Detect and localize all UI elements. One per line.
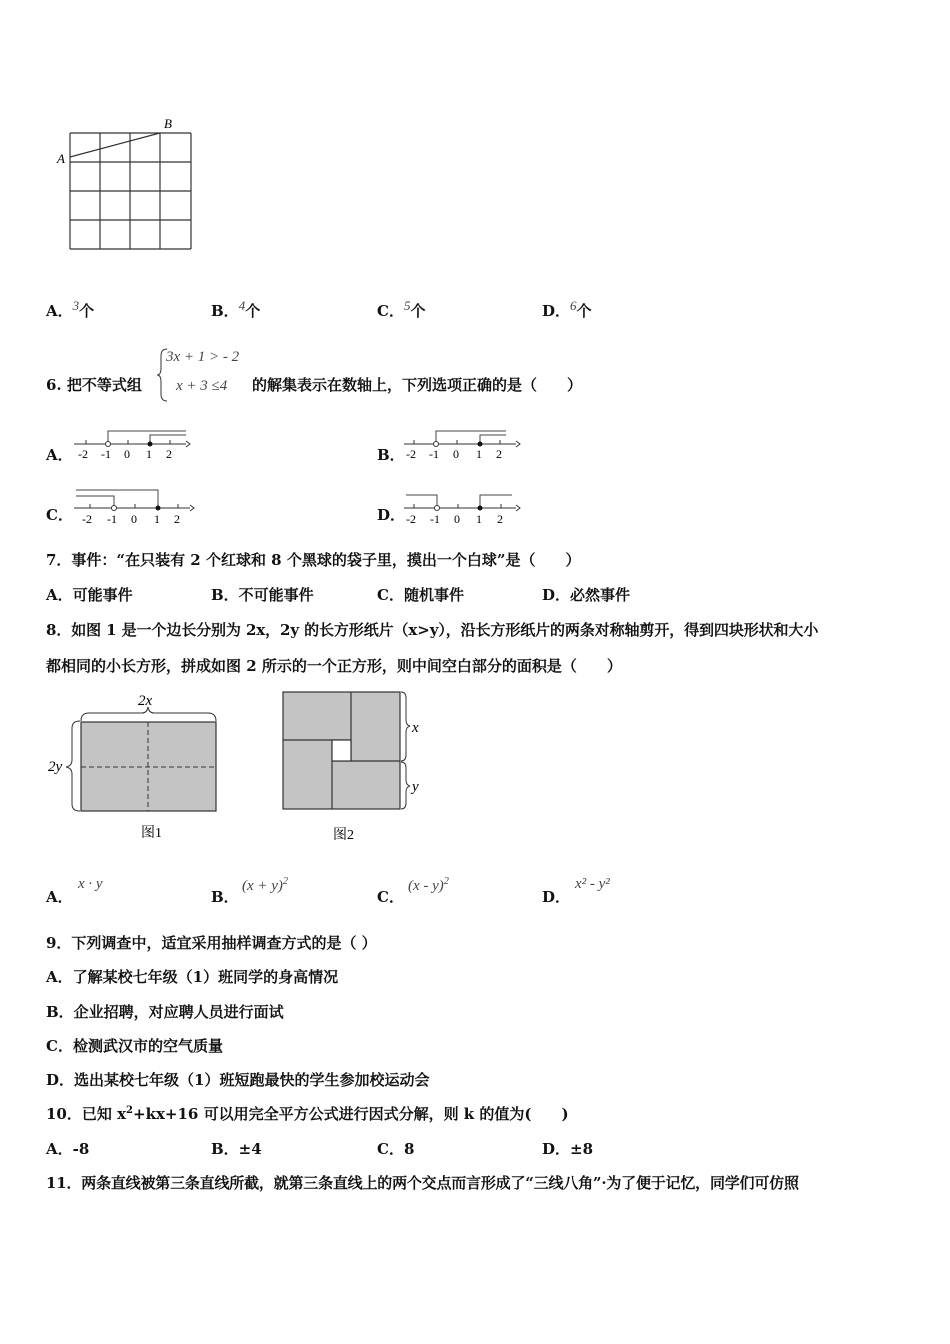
q6-option-a-label[interactable]: A．: [46, 446, 73, 464]
q8-option-a-expr: x · y: [78, 876, 103, 892]
q8-option-b-label[interactable]: B．: [211, 888, 239, 906]
q5-option-d[interactable]: D．$^6$个: [542, 298, 592, 320]
q6-option-b-numberline: [402, 428, 522, 464]
q6-suffix: 的解集表示在数轴上，下列选项正确的是（ ）: [252, 376, 583, 394]
q6-inequality-1: 3x + 1 > - 2: [166, 349, 240, 365]
q9-option-b[interactable]: B．企业招聘，对应聘人员进行面试: [46, 1003, 284, 1021]
q10-option-d[interactable]: D．±8: [542, 1140, 594, 1158]
q9-option-d[interactable]: D．选出某校七年级（1）班短跑最快的学生参加校运动会: [46, 1071, 430, 1089]
tick-label: -2: [406, 512, 416, 526]
tick-label: 1: [146, 447, 152, 461]
tick-label: 2: [166, 447, 172, 461]
q11-text: 11．两条直线被第三条直线所截，就第三条直线上的两个交点而言形成了“三线八角”·为了便于记忆，同学们可仿照: [46, 1174, 799, 1192]
q8-figure-2: [280, 688, 430, 848]
q5-option-a[interactable]: A．$^3$个: [46, 298, 95, 320]
tick-label: -2: [82, 512, 92, 526]
tick-label: -1: [107, 512, 117, 526]
tick-label: 2: [497, 512, 503, 526]
tick-label: 1: [154, 512, 160, 526]
tick-label: 0: [131, 512, 137, 526]
q6-a-dot: [148, 442, 153, 447]
q10-option-a[interactable]: A．-8: [46, 1140, 90, 1158]
tick-label: 2: [496, 447, 502, 461]
tick-label: -2: [78, 447, 88, 461]
q8-line-1: 8．如图 1 是一个边长分别为 2x，2y 的长方形纸片（x>y），沿长方形纸片的两条对称轴剪开，得到四块形状和大小: [46, 621, 819, 639]
tick-label: 0: [454, 512, 460, 526]
fig1-caption: 图1: [141, 826, 162, 841]
grid-figure: [54, 112, 200, 256]
fig1-side-label: 2y: [48, 759, 63, 775]
q8-option-d-expr: x² - y²: [575, 876, 610, 892]
fig2-caption: 图2: [333, 828, 354, 843]
q7-option-d[interactable]: D．必然事件: [542, 586, 631, 604]
q7-option-c[interactable]: C．随机事件: [377, 586, 464, 604]
point-a-label: A: [57, 151, 65, 166]
tick-label: 0: [453, 447, 459, 461]
q7-text: 7．事件：“在只装有 2 个红球和 8 个黑球的袋子里，摸出一个白球”是（ ）: [46, 551, 581, 569]
tick-label: 0: [124, 447, 130, 461]
q8-line-2: 都相同的小长方形，拼成如图 2 所示的一个正方形，则中间空白部分的面积是（ ）: [46, 657, 622, 675]
q6-option-c-numberline: [72, 486, 198, 526]
q9-option-c[interactable]: C．检测武汉市的空气质量: [46, 1037, 223, 1055]
q10-option-b[interactable]: B．±4: [211, 1140, 262, 1158]
q8-option-c-expr: (x - y)$^2$: [408, 876, 449, 894]
fig2-x-label: x: [412, 720, 419, 736]
q6-option-a-numberline: [72, 428, 192, 464]
tick-label: -2: [406, 447, 416, 461]
q7-option-a[interactable]: A．可能事件: [46, 586, 133, 604]
tick-label: -1: [430, 512, 440, 526]
q8-figure-1: [44, 688, 224, 846]
q7-option-b[interactable]: B．不可能事件: [211, 586, 314, 604]
q6-number-prefix: 6. 把不等式组: [46, 376, 142, 394]
q9-option-a[interactable]: A．了解某校七年级（1）班同学的身高情况: [46, 968, 339, 986]
q6-inequality-2: x + 3 ≤4: [176, 378, 228, 394]
q6-option-c-label[interactable]: C．: [46, 506, 73, 524]
fig1-top-label: 2x: [138, 693, 153, 709]
q5-option-c[interactable]: C．$^5$个: [377, 298, 426, 320]
q5-option-b[interactable]: B．$^4$个: [211, 298, 261, 320]
fig2-y-label: y: [412, 779, 419, 795]
q8-option-b-expr: $(x + y)^2$: [242, 876, 288, 894]
q6-option-d-label[interactable]: D．: [377, 506, 406, 524]
q6-option-d-numberline: [402, 488, 522, 526]
point-b-label: B: [164, 116, 172, 131]
q8-option-d-label[interactable]: D．: [542, 888, 571, 906]
tick-label: -1: [429, 447, 439, 461]
tick-label: 1: [476, 512, 482, 526]
tick-label: -1: [101, 447, 111, 461]
q6-option-b-label[interactable]: B．: [377, 446, 405, 464]
q10-option-c[interactable]: C．8: [377, 1140, 415, 1158]
tick-label: 1: [476, 447, 482, 461]
tick-label: 2: [174, 512, 180, 526]
q9-text: 9．下列调查中，适宜采用抽样调查方式的是（ ）: [46, 934, 377, 952]
q8-option-c-label[interactable]: C．: [377, 888, 404, 906]
q10-text: 10．已知 $x^2+kx+16$ 可以用完全平方公式进行因式分解，则 k 的值为( ): [46, 1105, 569, 1123]
q8-option-a-label[interactable]: A．: [46, 888, 73, 906]
